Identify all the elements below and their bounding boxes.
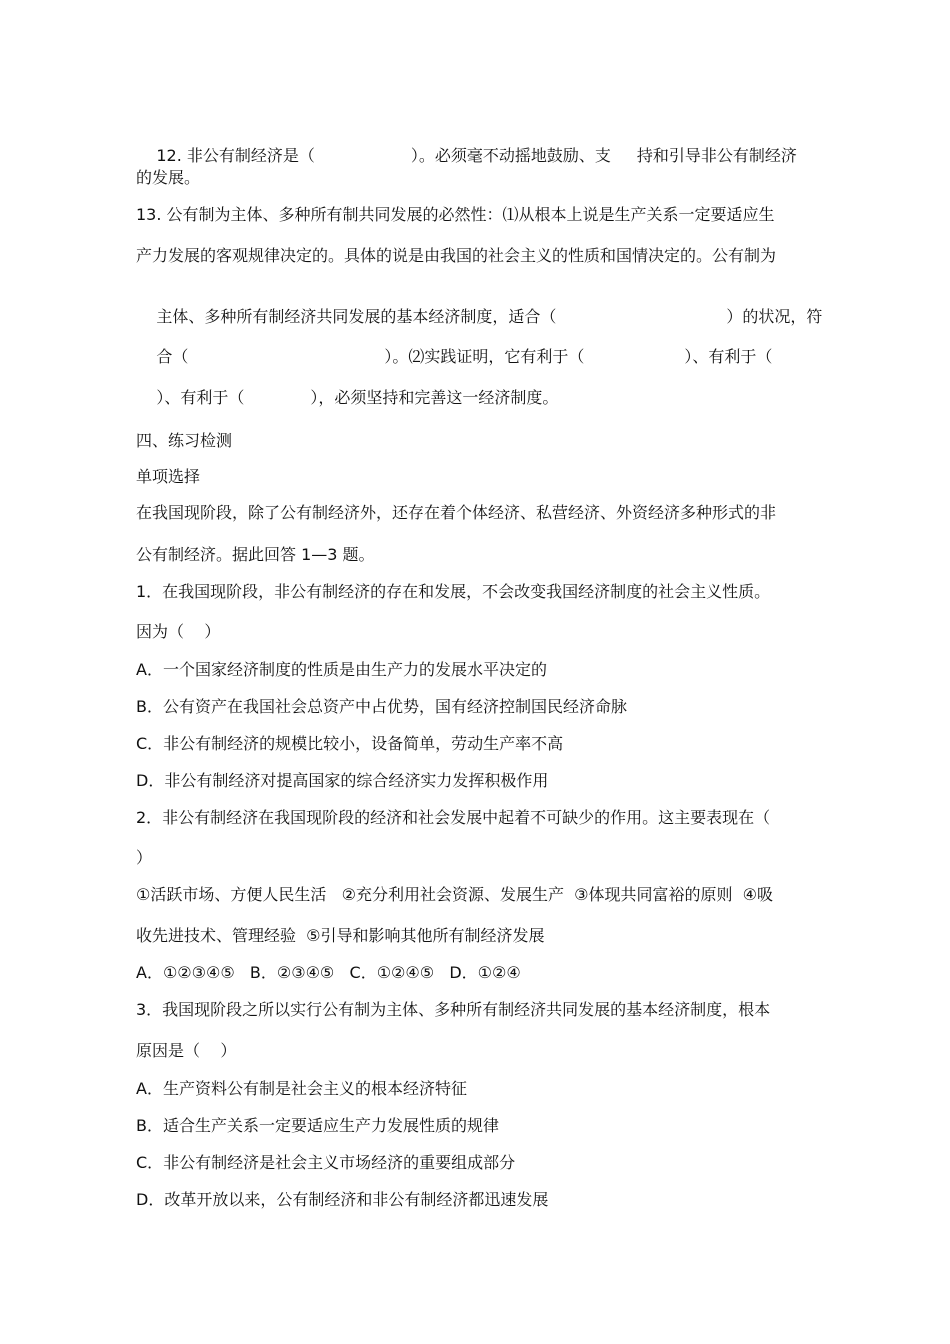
q13-line-5-a: ）、有利于（ bbox=[156, 388, 245, 407]
q1-stem-1: 1．在我国现阶段，非公有制经济的存在和发展，不会改变我国经济制度的社会主义性质。 bbox=[136, 582, 771, 601]
q3-option-a: A．生产资料公有制是社会主义的根本经济特征 bbox=[136, 1079, 467, 1098]
q13-line-2: 产力发展的客观规律决定的。具体的说是由我国的社会主义的性质和国情决定的。公有制为 bbox=[136, 246, 777, 265]
q2-stem-2: ） bbox=[136, 848, 153, 867]
q2-options: A．①②③④⑤ B．②③④⑤ C．①②④⑤ D．①②④ bbox=[136, 963, 521, 982]
q13-line-3-a: 主体、多种所有制经济共同发展的基本经济制度，适合（ bbox=[156, 307, 557, 326]
q13-line-3-b: ）的状况，符 bbox=[726, 307, 823, 326]
section-title: 四、练习检测 bbox=[136, 431, 233, 450]
q12-number: 12. bbox=[156, 146, 182, 165]
q12-text-a: 非公有制经济是（ bbox=[186, 146, 315, 165]
q1-option-d: D．非公有制经济对提高国家的综合经济实力发挥积极作用 bbox=[136, 771, 549, 790]
q2-items-1: ①活跃市场、方便人民生活 ②充分利用社会资源、发展生产 ③体现共同富裕的原则 ④吸 bbox=[136, 885, 773, 904]
q3-option-d: D．改革开放以来，公有制经济和非公有制经济都迅速发展 bbox=[136, 1190, 549, 1209]
section-intro-2: 公有制经济。据此回答 1—3 题。 bbox=[136, 545, 375, 564]
q13-line-4-b: ）。⑵实践证明，它有利于（ bbox=[384, 347, 585, 366]
q1-option-c: C．非公有制经济的规模比较小，设备简单，劳动生产率不高 bbox=[136, 734, 564, 753]
q1-option-a: A．一个国家经济制度的性质是由生产力的发展水平决定的 bbox=[136, 660, 547, 679]
q13-line-4-a: 合（ bbox=[156, 347, 189, 366]
q12-text-b: ）。必须毫不动摇地鼓励、支 bbox=[410, 146, 611, 165]
q3-option-b: B．适合生产关系一定要适应生产力发展性质的规律 bbox=[136, 1116, 499, 1135]
q12-text-c: 持和引导非公有制经济 bbox=[636, 146, 797, 165]
q13-line-1: 13. 公有制为主体、多种所有制共同发展的必然性：⑴从根本上说是生产关系一定要适应生 bbox=[136, 205, 775, 224]
q3-stem-1: 3．我国现阶段之所以实行公有制为主体、多种所有制经济共同发展的基本经济制度，根本 bbox=[136, 1000, 771, 1019]
q12-line-1 bbox=[136, 126, 797, 186]
q13-line-5 bbox=[136, 368, 558, 428]
q12-line-2: 的发展。 bbox=[136, 168, 201, 187]
q1-stem-2: 因为（ ） bbox=[136, 622, 221, 641]
q2-stem-1: 2．非公有制经济在我国现阶段的经济和社会发展中起着不可缺少的作用。这主要表现在（ bbox=[136, 808, 771, 827]
q13-line-5-b: ），必须坚持和完善这一经济制度。 bbox=[310, 388, 559, 407]
q1-option-b: B．公有资产在我国社会总资产中占优势，国有经济控制国民经济命脉 bbox=[136, 697, 627, 716]
section-subtitle: 单项选择 bbox=[136, 467, 201, 486]
section-intro-1: 在我国现阶段，除了公有制经济外，还存在着个体经济、私营经济、外资经济多种形式的非 bbox=[136, 503, 777, 522]
q3-option-c: C．非公有制经济是社会主义市场经济的重要组成部分 bbox=[136, 1153, 516, 1172]
q2-items-2: 收先进技术、管理经验 ⑤引导和影响其他所有制经济发展 bbox=[136, 926, 545, 945]
q13-line-4-c: ）、有利于（ bbox=[684, 347, 773, 366]
q3-stem-2: 原因是（ ） bbox=[136, 1041, 237, 1060]
